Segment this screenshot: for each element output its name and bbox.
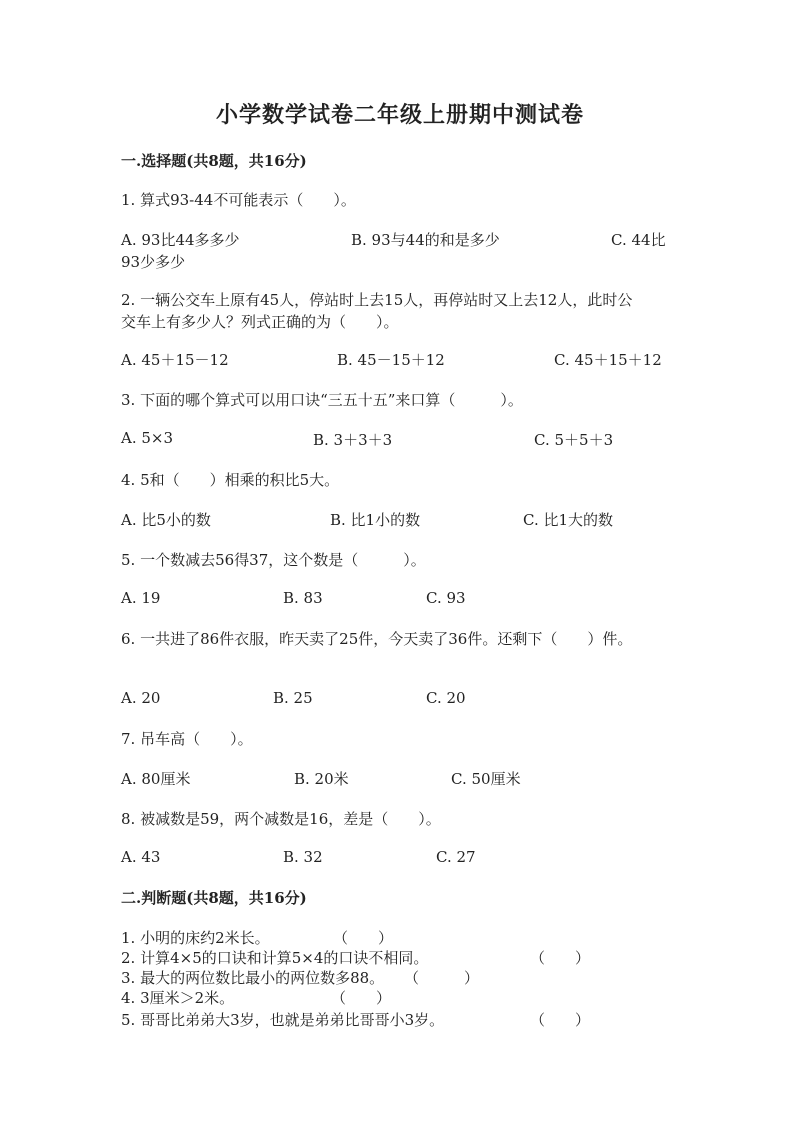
question-2-stem-cont: 交车上有多少人？列式正确的为（ ）。 — [121, 313, 399, 331]
question-8-stem: 8. 被减数是59，两个减数是16，差是（ ）。 — [121, 810, 441, 828]
tf-item-2: 2. 计算4×5的口诀和计算5×4的口诀不相同。 — [121, 949, 429, 967]
question-5-stem: 5. 一个数减去56得37，这个数是（ ）。 — [121, 551, 426, 569]
tf-item-1: 1. 小明的床约2米长。 — [121, 929, 270, 947]
section-heading-choice: 一.选择题(共8题，共16分) — [121, 152, 307, 170]
question-3-option-a: A. 5×3 — [121, 429, 174, 447]
question-7-option-c: C. 50厘米 — [451, 770, 521, 788]
question-4-option-a: A. 比5小的数 — [121, 511, 211, 529]
question-6-option-c: C. 20 — [426, 689, 466, 707]
question-7-stem: 7. 吊车高（ ）。 — [121, 730, 253, 748]
question-4-option-b: B. 比1小的数 — [330, 511, 421, 529]
question-1-stem: 1. 算式93-44不可能表示（ ）。 — [121, 191, 356, 209]
question-7-option-a: A. 80厘米 — [121, 770, 191, 788]
question-3-option-b: B. 3＋3＋3 — [313, 431, 393, 449]
tf-item-1-answer-bracket[interactable]: （ ） — [333, 929, 394, 947]
question-2-stem: 2. 一辆公交车上原有45人，停站时上去15人，再停站时又上去12人，此时公 — [121, 291, 633, 309]
tf-item-4-answer-bracket[interactable]: （ ） — [331, 989, 392, 1007]
question-3-option-c: C. 5＋5＋3 — [534, 431, 614, 449]
question-5-option-c: C. 93 — [426, 589, 466, 607]
question-7-option-b: B. 20米 — [294, 770, 349, 788]
question-3-stem: 3. 下面的哪个算式可以用口诀“三五十五”来口算（ ）。 — [121, 391, 523, 409]
question-5-option-b: B. 83 — [283, 589, 323, 607]
question-8-option-b: B. 32 — [283, 848, 323, 866]
tf-item-2-answer-bracket[interactable]: （ ） — [530, 949, 591, 967]
question-6-option-b: B. 25 — [273, 689, 313, 707]
question-2-option-a: A. 45＋15－12 — [121, 351, 229, 369]
question-8-option-c: C. 27 — [436, 848, 476, 866]
tf-item-4: 4. 3厘米＞2米。 — [121, 989, 235, 1007]
question-4-option-c: C. 比1大的数 — [523, 511, 614, 529]
tf-item-5-answer-bracket[interactable]: （ ） — [530, 1011, 591, 1029]
page-title: 小学数学试卷二年级上册期中测试卷 — [215, 102, 584, 128]
question-1-option-a: A. 93比44多多少 — [121, 231, 240, 249]
section-heading-true-false: 二.判断题(共8题，共16分) — [121, 889, 307, 907]
question-8-option-a: A. 43 — [121, 848, 161, 866]
question-6-stem: 6. 一共进了86件衣服，昨天卖了25件，今天卖了36件。还剩下（ ）件。 — [121, 630, 633, 648]
question-1-option-b: B. 93与44的和是多少 — [351, 231, 500, 249]
question-2-option-b: B. 45－15＋12 — [337, 351, 445, 369]
tf-item-3-answer-bracket[interactable]: （ ） — [404, 969, 480, 987]
question-2-option-c: C. 45＋15＋12 — [554, 351, 662, 369]
question-5-option-a: A. 19 — [121, 589, 161, 607]
question-1-option-c-cont: 93少多少 — [121, 253, 186, 271]
tf-item-5: 5. 哥哥比弟弟大3岁，也就是弟弟比哥哥小3岁。 — [121, 1011, 445, 1029]
question-6-option-a: A. 20 — [121, 689, 161, 707]
question-4-stem: 4. 5和（ ）相乘的积比5大。 — [121, 471, 340, 489]
tf-item-3: 3. 最大的两位数比最小的两位数多88。 — [121, 969, 385, 987]
question-1-option-c: C. 44比 — [611, 231, 666, 249]
